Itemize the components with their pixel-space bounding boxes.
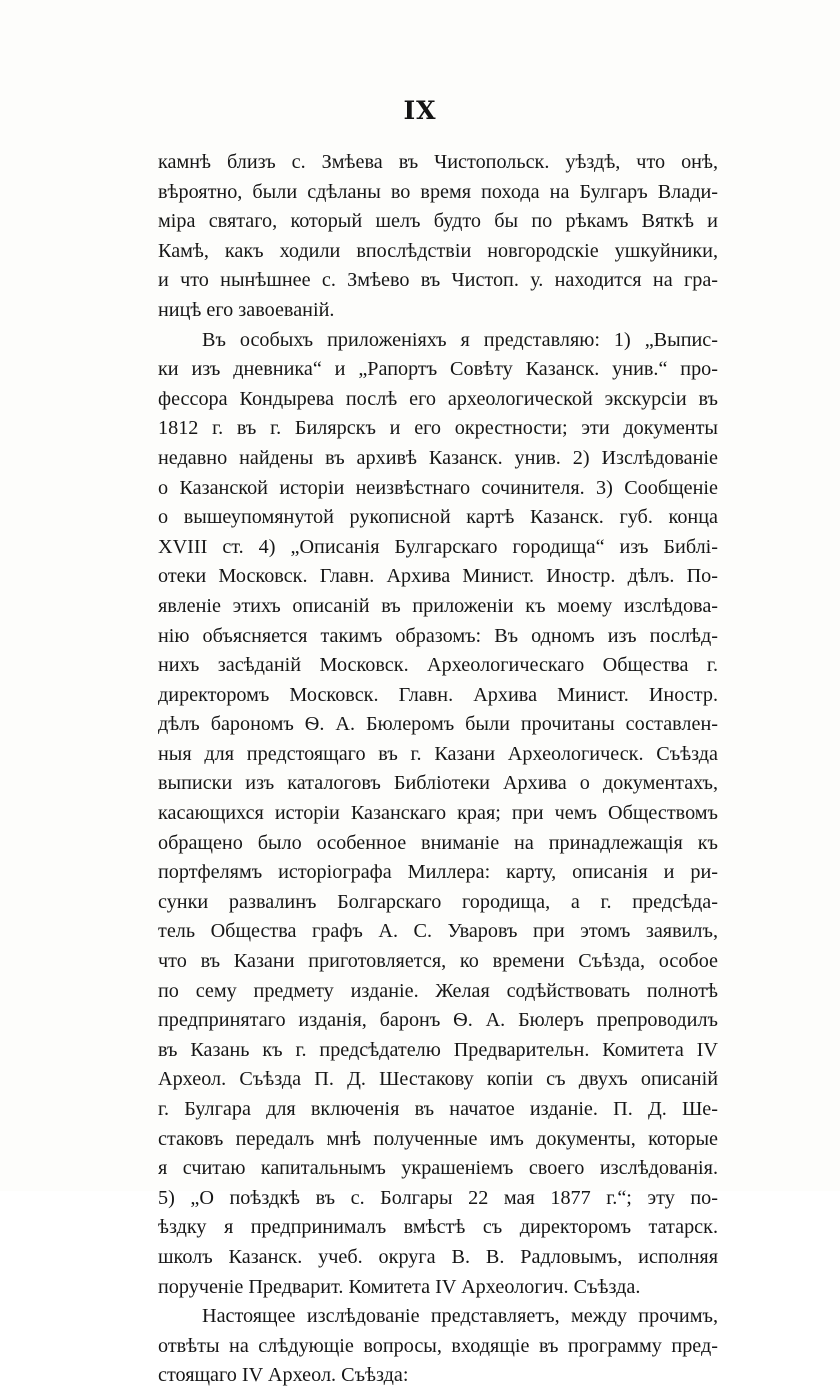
paragraph (158, 148, 718, 326)
text-line: предпринятаго изданія, баронъ Ѳ. А. Бюлеръ препроводилъ (158, 1009, 718, 1032)
text-line: вѣроятно, были сдѣланы во время похода на Булгаръ Влади- (158, 180, 718, 203)
paragraph (158, 1302, 718, 1391)
text-line: г. Булгара для включенія въ начатое изданіе. П. Д. Ше- (158, 1098, 718, 1120)
text-line: тель Общества графъ А. С. Уваровъ при этомъ заявилъ, (158, 920, 718, 943)
text-line: о вышеупомянутой рукописной картѣ Казанск. губ. конца (158, 506, 718, 529)
text-line: ѣздку я предпринималъ вмѣстѣ съ директоромъ татарск. (158, 1216, 718, 1239)
text-line: о Казанской исторіи неизвѣстнаго сочинителя. 3) Сообщеніе (158, 476, 718, 499)
text-line: отвѣты на слѣдующіе вопросы, входящіе въ программу пред- (158, 1334, 718, 1357)
text-line: въ Казань къ г. предсѣдателю Предварительн. Комитета IV (158, 1038, 718, 1061)
text-line: портфелямъ исторіографа Миллера: карту, описанія и ри- (158, 861, 718, 884)
text-line: ныя для предстоящаго въ г. Казани Археологическ. Съѣзда (158, 742, 718, 765)
text-line: 1812 г. въ г. Билярскъ и его окрестности; эти документы (158, 417, 718, 440)
text-line: стаковъ передалъ мнѣ полученные имъ документы, которые (158, 1127, 718, 1150)
text-line: Камѣ, какъ ходили впослѣдствіи новгородскіе ушкуйники, (158, 239, 718, 262)
text-line: директоромъ Московск. Главн. Архива Минист. Иностр. (158, 683, 718, 706)
text-line: дѣлъ барономъ Ѳ. А. Бюлеромъ были прочитаны составлен- (158, 713, 718, 736)
text-line: я считаю капитальнымъ украшеніемъ своего изслѣдованія. (158, 1157, 718, 1180)
text-line: обращено было особенное вниманіе на принадлежащія къ (158, 831, 718, 854)
text-line: нихъ засѣданій Московск. Археологическаго Общества г. (158, 654, 718, 677)
text-line: недавно найдены въ архивѣ Казанск. унив. 2) Изслѣдованіе (158, 446, 718, 469)
text-line: отеки Московск. Главн. Архива Минист. Иностр. дѣлъ. По- (158, 565, 718, 588)
text-line: Настоящее изслѣдованіе представляетъ, между прочимъ, (202, 1305, 718, 1328)
text-line: нію объясняется такимъ образомъ: Въ одномъ изъ послѣд- (158, 624, 718, 647)
text-line: по сему предмету изданіе. Желая содѣйствовать полнотѣ (158, 979, 718, 1002)
text-line: что въ Казани приготовляется, ко времени Съѣзда, особое (158, 950, 718, 973)
text-line: міра святаго, который шелъ будто бы по рѣкамъ Вяткѣ и (158, 210, 718, 233)
text-line: стоящаго IV Археол. Съѣзда: (158, 1364, 409, 1387)
text-line: выписки изъ каталоговъ Библіотеки Архива о документахъ, (158, 772, 718, 795)
text-line: Въ особыхъ приложеніяхъ я представляю: 1) „Выпис- (202, 328, 718, 351)
text-line: XVIII ст. 4) „Описанія Булгарскаго городища“ изъ Библі- (158, 535, 718, 558)
paragraph (158, 326, 718, 1303)
text-line: сунки развалинъ Болгарскаго городища, а г. предсѣда- (158, 890, 718, 913)
text-line: 5) „О поѣздкѣ въ с. Болгары 22 мая 1877 г.“; эту по- (158, 1186, 718, 1209)
page-number: IX (403, 96, 437, 125)
text-line: ки изъ дневника“ и „Рапортъ Совѣту Казанск. унив.“ про- (158, 358, 718, 381)
body-text (158, 148, 718, 1391)
text-line: камнѣ близъ с. Змѣева въ Чистопольск. уѣздѣ, что онѣ, (158, 151, 718, 173)
text-line: Археол. Съѣзда П. Д. Шестакову копіи съ двухъ описаній (158, 1068, 718, 1091)
text-line: и что нынѣшнее с. Змѣево въ Чистоп. у. находится на гра- (158, 269, 718, 292)
text-line: касающихся исторіи Казанскаго края; при чемъ Обществомъ (158, 802, 718, 825)
text-line: явленіе этихъ описаній въ приложеніи къ моему изслѣдова- (158, 594, 718, 617)
text-line: ницѣ его завоеваній. (158, 298, 335, 321)
text-line: школъ Казанск. учеб. округа В. В. Радловымъ, исполняя (158, 1245, 718, 1268)
text-line: порученіе Предварит. Комитета IV Археологич. Съѣзда. (158, 1275, 641, 1298)
text-line: фессора Кондырева послѣ его археологической экскурсіи въ (158, 387, 718, 410)
